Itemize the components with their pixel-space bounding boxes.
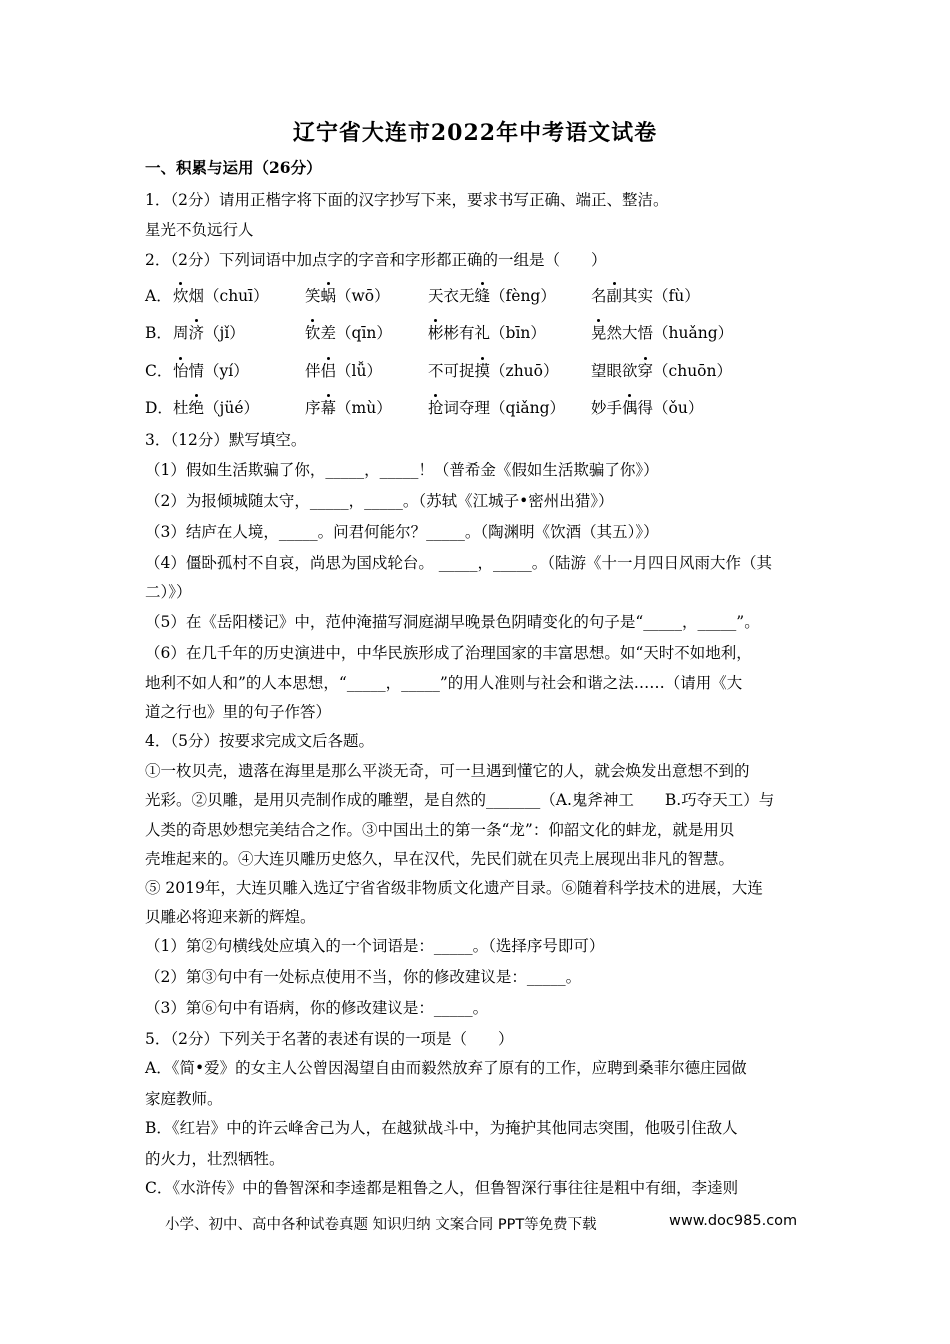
q5-line: 家庭教师。 [145,1090,223,1108]
q4-passage-line: 光彩。②贝雕，是用贝壳制作成的雕塑，是自然的_______（A.鬼斧神工 B.巧夺天工）与 [145,791,775,809]
footer-text: 小学、初中、高中各种试卷真题 知识归纳 文案合同 PPT等免费下载 [165,1217,597,1233]
q2-option-word [305,286,390,306]
q4-passage-line: 人类的奇思妙想完美结合之作。③中国出土的第一条“龙”：仰韶文化的蚌龙，就是用贝 [145,821,735,839]
word-prefix: 杜 [173,399,189,417]
word-suffix: 烟（chuī） [188,287,269,305]
q3-line: （4）僵卧孤村不自哀，尚思为国戍轮台。 _____，_____。（陆游《十一月四日风雨大作（其 [145,554,773,572]
word-suffix: 然大悟（huǎng） [606,324,734,342]
q3-line: （6）在几千年的历史演进中，中华民族形成了治理国家的丰富思想。如“天时不如地利， [145,644,752,662]
q2-option-word [428,361,559,381]
q2-stem: 2．（2分）下列词语中加点字的字音和字形都正确的一组是（ ） [145,251,607,269]
word-prefix: 天衣无 [428,287,475,305]
q3-line: 二）》） [145,583,192,601]
dotted-character: 绝 [188,399,205,417]
q1-text: 星光不负远行人 [145,221,254,239]
q2-option-word [305,323,392,343]
q4-sub: （3）第⑥句中有语病，你的修改建议是：_____。 [145,999,489,1017]
word-suffix: 差（qīn） [320,324,392,342]
page-title: 辽宁省大连市2022年中考语文试卷 [292,120,658,146]
q3-line: 道之行也》里的句子作答） [145,703,332,721]
q2-option-word [305,361,382,381]
q2-option-word [591,398,703,418]
dotted-character: 彬 [428,324,444,342]
q2-option-word [428,286,556,306]
q2-option-label: A． [145,287,172,305]
dotted-character: 抢 [428,399,444,417]
word-prefix: 周 [173,324,189,342]
word-suffix: 得（ǒu） [637,399,704,417]
dotted-character: 偶 [622,399,638,417]
q4-passage-line: ⑤ 2019年，大连贝雕入选辽宁省省级非物质文化遗产目录。⑥随着科学技术的进展，大连 [145,879,763,897]
q4-sub: （2）第③句中有一处标点使用不当，你的修改建议是：_____。 [145,968,582,986]
dotted-character: 幕 [320,399,337,417]
word-suffix: （mù） [336,399,392,417]
q5-line: B．《红岩》中的许云峰舍己为人，在越狱战斗中，为掩护其他同志突围，他吸引住敌人 [145,1119,738,1137]
q2-option-word [173,361,249,381]
word-prefix: 伴 [305,362,321,380]
q5-line: 的火力，壮烈牺牲。 [145,1150,285,1168]
footer-link[interactable]: www.doc985.com [669,1213,798,1229]
q2-option-word [428,323,546,343]
word-suffix: （fèng） [490,287,556,305]
word-suffix: （wō） [336,287,390,305]
dotted-character: 穿 [637,362,654,380]
dotted-character: 摸 [474,362,491,380]
word-prefix: 不可捉 [428,362,475,380]
dotted-character: 缝 [474,287,491,305]
word-suffix: （jüé） [204,399,259,417]
q4-sub: （1）第②句横线处应填入的一个词语是：_____。（选择序号即可） [145,937,605,955]
q2-option-word [173,398,259,418]
q2-option-word [173,323,245,343]
q3-line: 地利不如人和”的人本思想，“_____，_____”的用人准则与社会和谐之法……（请用《大 [145,674,743,692]
word-prefix: 望眼欲 [591,362,638,380]
q3-line: （1）假如生活欺骗了你，_____，_____！（普希金《假如生活欺骗了你》） [145,461,659,479]
q1-stem: 1．（2分）请用正楷字将下面的汉字抄写下来，要求书写正确、端正、整洁。 [145,191,669,209]
q4-passage-line: 壳堆起来的。④大连贝雕历史悠久，早在汉代，先民们就在贝壳上展现出非凡的智慧。 [145,850,735,868]
q2-option-word [305,398,392,418]
word-prefix: 名 [591,287,607,305]
word-suffix: （chuōn） [653,362,732,380]
word-suffix: 其实（fù） [622,287,700,305]
word-suffix: 情（yí） [188,362,249,380]
q2-option-word [428,398,565,418]
word-prefix: 笑 [305,287,321,305]
q2-option-label: D． [145,399,173,417]
word-suffix: （jǐ） [204,324,245,342]
q4-passage-line: ①一枚贝壳，遗落在海里是那么平淡无奇，可一旦遇到懂它的人，就会焕发出意想不到的 [145,762,750,780]
word-suffix: （zhuō） [490,362,559,380]
dotted-character: 济 [188,324,205,342]
word-prefix: 序 [305,399,321,417]
q5-line: A．《简•爱》的女主人公曾因渴望自由而毅然放弃了原有的工作，应聘到桑菲尔德庄园做 [145,1059,747,1077]
q2-option-word [591,286,700,306]
dotted-character: 炊 [173,287,189,305]
word-suffix: 词夺理（qiǎng） [443,399,566,417]
word-suffix: （lǚ） [336,362,382,380]
q3-stem: 3．（12分）默写填空。 [145,431,307,449]
dotted-character: 侣 [320,362,337,380]
dotted-character: 蜗 [320,287,337,305]
q5-stem: 5．（2分）下列关于名著的表述有误的一项是（ ） [145,1030,514,1048]
word-suffix: 彬有礼（bīn） [443,324,546,342]
q4-stem: 4．（5分）按要求完成文后各题。 [145,732,374,750]
q2-option-word [591,361,732,381]
q3-line: （5）在《岳阳楼记》中，范仲淹描写洞庭湖早晚景色阴晴变化的句子是“_____，_____”。 [145,613,760,631]
q4-passage-line: 贝雕必将迎来新的辉煌。 [145,908,316,926]
q2-option-word [173,286,269,306]
dotted-character: 晃 [591,324,607,342]
dotted-character: 钦 [305,324,321,342]
q2-option-word [591,323,733,343]
dotted-character: 副 [606,287,623,305]
q3-line: （2）为报倾城随太守，_____，_____。（苏轼《江城子•密州出猎》） [145,492,614,510]
q2-option-label: C． [145,362,173,380]
word-prefix: 妙手 [591,399,623,417]
q3-line: （3）结庐在人境，_____。问君何能尔？_____。（陶渊明《饮酒（其五）》） [145,523,659,541]
q5-line: C．《水浒传》中的鲁智深和李逵都是粗鲁之人，但鲁智深行事往往是粗中有细，李逵则 [145,1179,739,1197]
dotted-character: 怡 [173,362,189,380]
q2-option-label: B． [145,324,172,342]
section-heading: 一、积累与运用（26分） [145,158,322,177]
